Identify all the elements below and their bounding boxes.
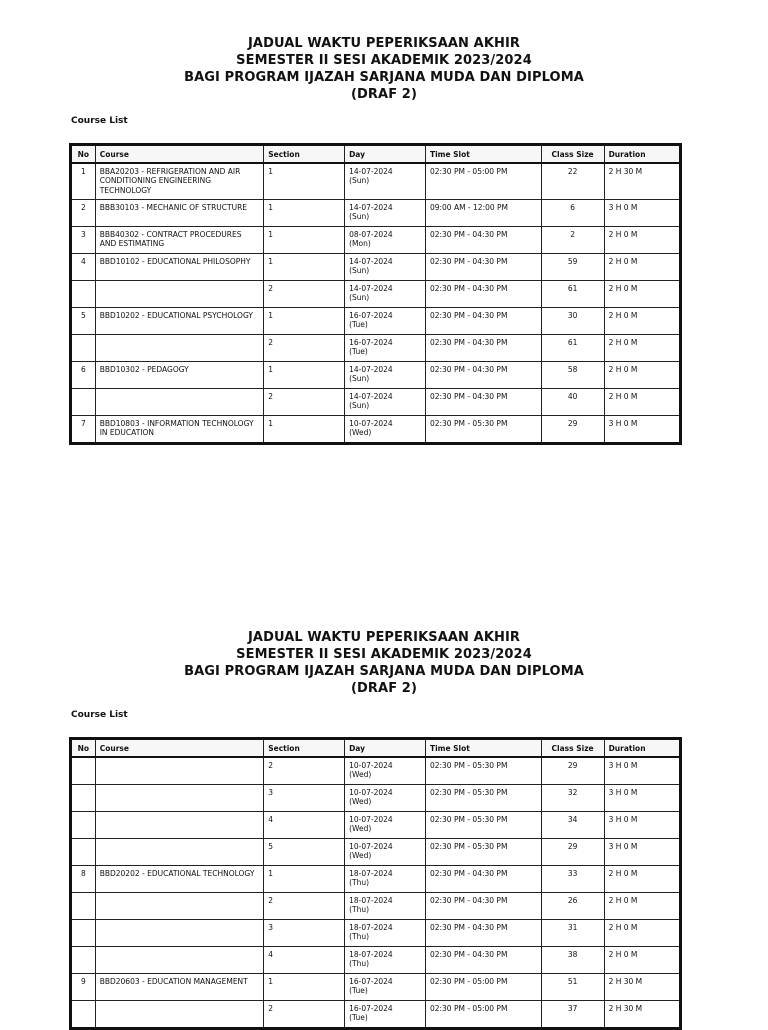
section-cell: 5 [264,839,345,866]
day-cell [345,335,426,362]
row-number: 1 [71,163,96,200]
day-weekday: (Sun) [349,374,370,384]
column-header-day: Day [345,739,426,758]
class-size-cell: 29 [541,416,604,444]
day-date: 18-07-2024 [349,869,393,879]
day-date: 10-07-2024 [349,761,393,771]
time-slot-cell: 02:30 PM - 05:30 PM [425,757,541,785]
document-title [0,35,768,103]
row-number [71,335,96,362]
course-cell [95,812,264,839]
duration-cell: 3 H 0 M [604,812,680,839]
day-cell [345,920,426,947]
day-cell [345,1001,426,1029]
duration-cell: 2 H 0 M [604,362,680,389]
day-weekday: (Thu) [349,959,370,969]
duration-cell: 3 H 0 M [604,416,680,444]
section-cell: 1 [264,254,345,281]
duration-cell: 3 H 0 M [604,785,680,812]
day-weekday: (Tue) [349,986,368,996]
section-cell: 2 [264,893,345,920]
day-date: 10-07-2024 [349,815,393,825]
time-slot-cell: 02:30 PM - 04:30 PM [425,389,541,416]
course-cell [95,893,264,920]
time-slot-cell: 02:30 PM - 04:30 PM [425,893,541,920]
day-cell [345,893,426,920]
table-row [71,866,681,893]
class-size-cell: 61 [541,335,604,362]
row-number: 8 [71,866,96,893]
duration-cell: 2 H 0 M [604,920,680,947]
day-date: 14-07-2024 [349,392,393,402]
class-size-cell: 29 [541,757,604,785]
time-slot-cell: 02:30 PM - 04:30 PM [425,308,541,335]
day-date: 18-07-2024 [349,923,393,933]
row-number [71,893,96,920]
duration-cell: 2 H 0 M [604,281,680,308]
day-weekday: (Wed) [349,770,372,780]
day-date: 14-07-2024 [349,167,393,177]
section-cell: 2 [264,389,345,416]
column-header-time-slot: Time Slot [425,145,541,164]
class-size-cell: 40 [541,389,604,416]
title-line-4: (DRAF 2) [351,681,417,696]
table-row [71,812,681,839]
day-weekday: (Sun) [349,401,370,411]
row-number [71,281,96,308]
row-number [71,812,96,839]
title-line-1: JADUAL WAKTU PEPERIKSAAN AKHIR [247,36,521,51]
day-weekday: (Sun) [349,266,370,276]
duration-cell: 2 H 0 M [604,389,680,416]
section-cell: 1 [264,362,345,389]
course-cell [95,1001,264,1029]
day-cell [345,812,426,839]
table-row [71,389,681,416]
column-header-course: Course [95,145,264,164]
title-line-4: (DRAF 2) [351,87,417,102]
table-row [71,1001,681,1029]
time-slot-cell: 02:30 PM - 04:30 PM [425,920,541,947]
row-number: 9 [71,974,96,1001]
table-row [71,200,681,227]
class-size-cell: 38 [541,947,604,974]
day-date: 10-07-2024 [349,842,393,852]
section-cell: 1 [264,200,345,227]
time-slot-cell: 02:30 PM - 04:30 PM [425,281,541,308]
table-row [71,893,681,920]
course-cell [95,757,264,785]
time-slot-cell: 02:30 PM - 04:30 PM [425,227,541,254]
duration-cell: 2 H 0 M [604,227,680,254]
course-cell: BBD20202 - EDUCATIONAL TECHNOLOGY [95,866,264,893]
class-size-cell: 32 [541,785,604,812]
day-date: 08-07-2024 [349,230,393,240]
table-header-row [71,145,681,164]
duration-cell: 2 H 30 M [604,974,680,1001]
day-date: 16-07-2024 [349,1004,393,1014]
day-cell [345,254,426,281]
class-size-cell: 26 [541,893,604,920]
time-slot-cell: 02:30 PM - 05:00 PM [425,974,541,1001]
column-header-no: No [71,739,96,758]
day-date: 14-07-2024 [349,365,393,375]
row-number [71,785,96,812]
column-header-no: No [71,145,96,164]
day-weekday: (Wed) [349,824,372,834]
section-cell: 2 [264,281,345,308]
day-cell [345,227,426,254]
day-weekday: (Mon) [349,239,371,249]
course-cell: BBB30103 - MECHANIC OF STRUCTURE [95,200,264,227]
class-size-cell: 6 [541,200,604,227]
column-header-duration: Duration [604,739,680,758]
time-slot-cell: 02:30 PM - 05:00 PM [425,163,541,200]
title-line-2: SEMESTER II SESI AKADEMIK 2023/2024 [236,53,532,68]
time-slot-cell: 09:00 AM - 12:00 PM [425,200,541,227]
day-weekday: (Wed) [349,797,372,807]
table-row [71,281,681,308]
section-cell: 2 [264,757,345,785]
row-number [71,1001,96,1029]
course-cell: BBA20203 - REFRIGERATION AND AIR CONDITIONING ENGINEERING TECHNOLOGY [95,163,264,200]
course-cell: BBD10302 - PEDAGOGY [95,362,264,389]
day-date: 10-07-2024 [349,419,393,429]
duration-cell: 2 H 0 M [604,866,680,893]
day-weekday: (Wed) [349,428,372,438]
row-number: 2 [71,200,96,227]
class-size-cell: 37 [541,1001,604,1029]
day-weekday: (Thu) [349,932,370,942]
class-size-cell: 61 [541,281,604,308]
day-cell [345,757,426,785]
day-date: 18-07-2024 [349,896,393,906]
title-line-3: BAGI PROGRAM IJAZAH SARJANA MUDA DAN DIPLOMA [184,70,584,85]
duration-cell: 2 H 0 M [604,893,680,920]
row-number: 3 [71,227,96,254]
time-slot-cell: 02:30 PM - 05:00 PM [425,1001,541,1029]
class-size-cell: 58 [541,362,604,389]
day-cell [345,163,426,200]
row-number [71,947,96,974]
class-size-cell: 51 [541,974,604,1001]
table-row [71,757,681,785]
time-slot-cell: 02:30 PM - 04:30 PM [425,335,541,362]
day-cell [345,362,426,389]
duration-cell: 2 H 0 M [604,335,680,362]
column-header-day: Day [345,145,426,164]
section-cell: 2 [264,335,345,362]
course-cell: BBD10803 - INFORMATION TECHNOLOGY IN EDUCATION [95,416,264,444]
class-size-cell: 59 [541,254,604,281]
column-header-section: Section [264,145,345,164]
day-date: 18-07-2024 [349,950,393,960]
course-cell [95,335,264,362]
column-header-class-size: Class Size [541,739,604,758]
title-line-1: JADUAL WAKTU PEPERIKSAAN AKHIR [247,630,521,645]
row-number [71,757,96,785]
day-date: 14-07-2024 [349,203,393,213]
column-header-class-size: Class Size [541,145,604,164]
section-cell: 1 [264,227,345,254]
time-slot-cell: 02:30 PM - 05:30 PM [425,812,541,839]
table-row [71,163,681,200]
duration-cell: 2 H 0 M [604,308,680,335]
course-cell [95,920,264,947]
day-date: 16-07-2024 [349,338,393,348]
duration-cell: 2 H 30 M [604,163,680,200]
class-size-cell: 29 [541,839,604,866]
table-header-row [71,739,681,758]
course-cell: BBD10102 - EDUCATIONAL PHILOSOPHY [95,254,264,281]
day-weekday: (Wed) [349,851,372,861]
table-row [71,227,681,254]
duration-cell: 3 H 0 M [604,200,680,227]
day-cell [345,389,426,416]
day-weekday: (Sun) [349,176,370,186]
document-title [0,629,768,697]
course-cell [95,785,264,812]
course-cell: BBB40302 - CONTRACT PROCEDURES AND ESTIMATING [95,227,264,254]
row-number [71,920,96,947]
day-weekday: (Tue) [349,1013,368,1023]
table-row [71,947,681,974]
table-row [71,839,681,866]
course-cell [95,839,264,866]
section-cell: 4 [264,812,345,839]
table-row [71,785,681,812]
table-row [71,416,681,444]
column-header-time-slot: Time Slot [425,739,541,758]
section-cell: 3 [264,785,345,812]
class-size-cell: 30 [541,308,604,335]
section-cell: 4 [264,947,345,974]
day-date: 16-07-2024 [349,311,393,321]
day-cell [345,785,426,812]
class-size-cell: 33 [541,866,604,893]
course-cell: BBD20603 - EDUCATION MANAGEMENT [95,974,264,1001]
exam-schedule-table [69,737,682,1030]
day-cell [345,281,426,308]
day-date: 10-07-2024 [349,788,393,798]
section-cell: 1 [264,416,345,444]
row-number: 7 [71,416,96,444]
class-size-cell: 22 [541,163,604,200]
table-row [71,308,681,335]
section-cell: 1 [264,163,345,200]
day-weekday: (Thu) [349,878,370,888]
day-cell [345,974,426,1001]
time-slot-cell: 02:30 PM - 05:30 PM [425,785,541,812]
section-cell: 1 [264,974,345,1001]
duration-cell: 3 H 0 M [604,839,680,866]
row-number: 6 [71,362,96,389]
column-header-section: Section [264,739,345,758]
row-number: 4 [71,254,96,281]
day-weekday: (Sun) [349,212,370,222]
day-date: 16-07-2024 [349,977,393,987]
duration-cell: 2 H 30 M [604,1001,680,1029]
day-weekday: (Tue) [349,320,368,330]
day-weekday: (Tue) [349,347,368,357]
title-line-2: SEMESTER II SESI AKADEMIK 2023/2024 [236,647,532,662]
section-cell: 2 [264,1001,345,1029]
course-cell: BBD10202 - EDUCATIONAL PSYCHOLOGY [95,308,264,335]
day-cell [345,416,426,444]
time-slot-cell: 02:30 PM - 05:30 PM [425,839,541,866]
day-cell [345,866,426,893]
title-line-3: BAGI PROGRAM IJAZAH SARJANA MUDA DAN DIPLOMA [184,664,584,679]
day-cell [345,200,426,227]
column-header-duration: Duration [604,145,680,164]
row-number [71,389,96,416]
table-row [71,335,681,362]
table-row [71,362,681,389]
exam-schedule-table [69,143,682,445]
day-weekday: (Thu) [349,905,370,915]
table-row [71,254,681,281]
table-row [71,974,681,1001]
day-cell [345,308,426,335]
section-cell: 3 [264,920,345,947]
time-slot-cell: 02:30 PM - 04:30 PM [425,947,541,974]
class-size-cell: 2 [541,227,604,254]
section-cell: 1 [264,866,345,893]
day-date: 14-07-2024 [349,284,393,294]
time-slot-cell: 02:30 PM - 05:30 PM [425,416,541,444]
section-cell: 1 [264,308,345,335]
course-cell [95,947,264,974]
day-date: 14-07-2024 [349,257,393,267]
duration-cell: 2 H 0 M [604,254,680,281]
class-size-cell: 31 [541,920,604,947]
column-header-course: Course [95,739,264,758]
duration-cell: 3 H 0 M [604,757,680,785]
course-list-label: Course List [71,116,128,126]
row-number [71,839,96,866]
day-cell [345,947,426,974]
row-number: 5 [71,308,96,335]
time-slot-cell: 02:30 PM - 04:30 PM [425,866,541,893]
time-slot-cell: 02:30 PM - 04:30 PM [425,362,541,389]
time-slot-cell: 02:30 PM - 04:30 PM [425,254,541,281]
class-size-cell: 34 [541,812,604,839]
duration-cell: 2 H 0 M [604,947,680,974]
course-cell [95,389,264,416]
day-weekday: (Sun) [349,293,370,303]
table-row [71,920,681,947]
course-list-label: Course List [71,710,128,720]
day-cell [345,839,426,866]
course-cell [95,281,264,308]
